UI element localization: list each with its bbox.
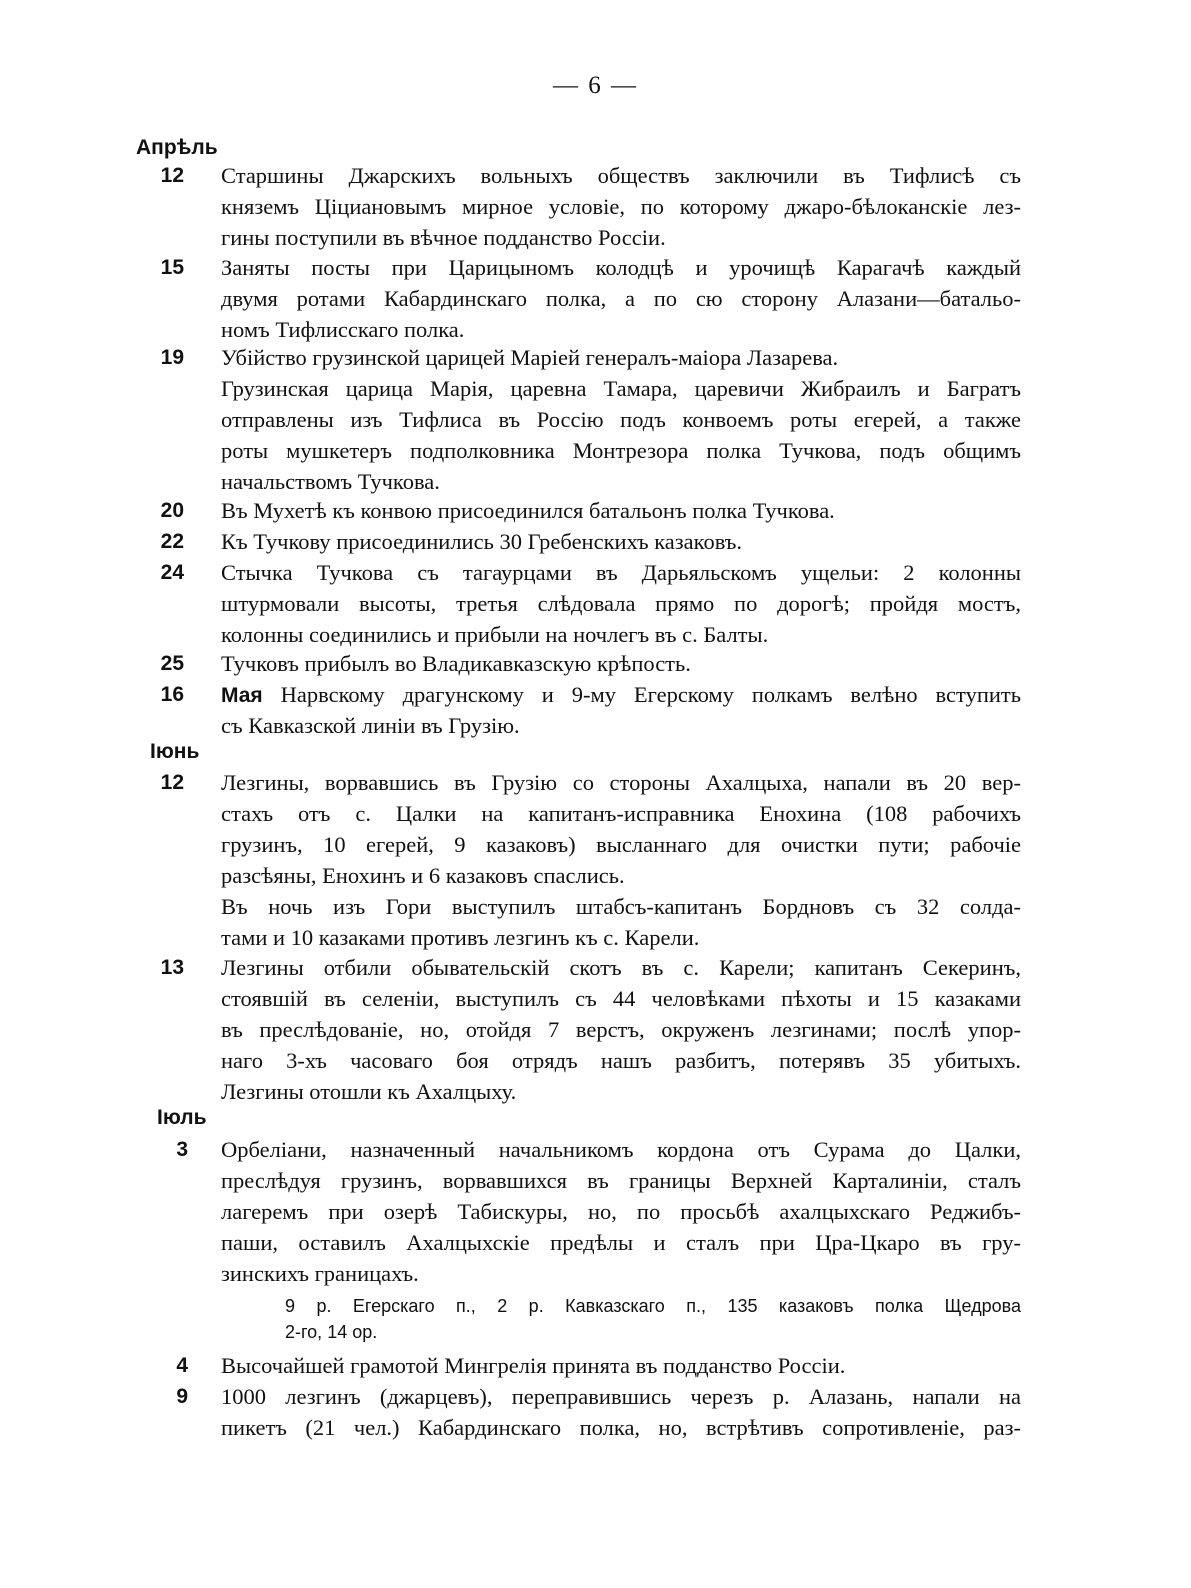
day-july-4: 4 — [176, 1354, 188, 1377]
entry-april-12-line-3: гины поступили въ вѣчное подданство Россiи. — [221, 225, 666, 250]
entry-july-9-line-2: пикетъ (21 чел.) Кабардинскаго полка, но, встрѣтивъ сопротивленiе, раз- — [221, 1415, 1021, 1440]
entry-may-16-line-2: съ Кавказской линiи въ Грузiю. — [221, 713, 520, 738]
entry-april-24-line-2: штурмовали высоты, третья слѣдовала прямо по дорогѣ; пройдя мостъ, — [221, 591, 1021, 616]
entry-july-3-line-4: паши, оставилъ Ахалцыхскiе предѣлы и сталъ при Цра-Цкаро въ гру- — [221, 1230, 1021, 1255]
entry-july-3-line-3: лагеремъ при озерѣ Табискуры, но, по просьбѣ ахалцыхскаго Реджибъ- — [221, 1199, 1021, 1224]
entry-june-12-line-5: Въ ночь изъ Гори выступилъ штабсъ-капитанъ Бордновъ съ 32 солда- — [221, 894, 1021, 919]
entry-april-24-line-3: колонны соединились и прибыли на ночлегъ въ с. Балты. — [221, 622, 769, 647]
entry-april-25-line-1: Тучковъ прибылъ во Владикавказскую крѣпость. — [221, 651, 691, 676]
entry-april-20-line-1: Въ Мухетѣ къ конвою присоединился батальонъ полка Тучкова. — [221, 498, 835, 523]
day-april-15: 15 — [160, 256, 184, 279]
entry-july-3-line-5: зинскихъ границахъ. — [221, 1261, 419, 1286]
day-april-25: 25 — [160, 652, 184, 675]
entry-april-19-line-5: начальствомъ Тучкова. — [221, 469, 440, 494]
month-heading-june: Iюнь — [150, 740, 200, 763]
day-june-12: 12 — [160, 771, 184, 794]
inline-month-may: Мая — [221, 684, 263, 707]
entry-june-12-line-6: тами и 10 казаками противъ лезгинъ къ с. Карели. — [221, 925, 700, 950]
entry-june-12-line-4: разсѣяны, Енохинъ и 6 казаковъ спаслись. — [221, 863, 625, 888]
entry-june-12-line-1: Лезгины, ворвавшись въ Грузiю со стороны Ахалцыха, напали въ 20 вер- — [221, 770, 1021, 795]
entry-april-19-line-3: отправлены изъ Тифлиса въ Россiю подъ конвоемъ роты егерей, а также — [221, 407, 1021, 432]
entry-april-12-line-2: княземъ Цiциановымъ мирное условiе, по которому джаро-бѣлоканскiе лез- — [221, 194, 1021, 219]
day-april-12: 12 — [160, 164, 184, 187]
day-july-9: 9 — [176, 1385, 188, 1408]
day-june-13: 13 — [160, 956, 184, 979]
day-april-20: 20 — [160, 499, 184, 522]
entry-may-16-text: Нарвскому драгунскому и 9-му Егерскому полкамъ велѣно вступить — [262, 682, 1021, 707]
entry-april-22-line-1: Къ Тучкову присоединились 30 Гребенскихъ казаковъ. — [221, 529, 743, 554]
month-heading-july: Iюль — [157, 1106, 207, 1129]
day-april-22: 22 — [160, 530, 184, 553]
entry-july-3-line-1: Орбелiани, назначенный начальникомъ кордона отъ Сурама до Цалки, — [221, 1137, 1021, 1162]
entry-june-13-line-3: въ преслѣдованiе, но, отойдя 7 верстъ, окруженъ лезгинами; послѣ упор- — [221, 1017, 1021, 1042]
entry-may-16-line-1 — [221, 682, 1021, 708]
entry-june-13-line-2: стоявшiй въ селенiи, выступилъ съ 44 человѣками пѣхоты и 15 казаками — [221, 986, 1021, 1011]
entry-july-3-note-line-1: 9 р. Егерскаго п., 2 р. Кавказскаго п., 135 казаковъ полка Щедрова — [285, 1296, 1021, 1316]
entry-june-13-line-1: Лезгины отбили обывательскiй скотъ въ с. Карели; капитанъ Секеринъ, — [221, 955, 1021, 980]
month-heading-april: Апрѣль — [136, 136, 218, 159]
entry-april-24-line-1: Стычка Тучкова съ тагаурцами въ Дарьяльскомъ ущельи: 2 колонны — [221, 560, 1021, 585]
entry-june-12-line-3: грузинъ, 10 егерей, 9 казаковъ) высланнаго для очистки пути; рабочiе — [221, 832, 1021, 857]
entry-june-13-line-5: Лезгины отошли къ Ахалцыху. — [221, 1079, 517, 1104]
entry-july-4-line-1: Высочайшей грамотой Мингрелiя принята въ подданство Россiи. — [221, 1353, 846, 1378]
day-july-3: 3 — [176, 1138, 188, 1161]
entry-april-15-line-3: номъ Тифлисскаго полка. — [221, 317, 465, 342]
entry-april-19-line-1: Убiйство грузинской царицей Марiей генералъ-маiора Лазарева. — [221, 345, 839, 370]
entry-april-15-line-1: Заняты посты при Царицыномъ колодцѣ и урочищѣ Карагачѣ каждый — [221, 255, 1021, 280]
entry-june-12-line-2: стахъ отъ с. Цалки на капитанъ-исправника Енохина (108 рабочихъ — [221, 801, 1021, 826]
page-number: — 6 — — [553, 72, 638, 99]
entry-july-9-line-1: 1000 лезгинъ (джарцевъ), переправившись черезъ р. Алазань, напали на — [221, 1384, 1021, 1409]
day-may-16: 16 — [160, 683, 184, 706]
entry-july-3-line-2: преслѣдуя грузинъ, ворвавшихся въ границы Верхней Карталинiи, сталъ — [221, 1168, 1021, 1193]
entry-april-19-line-2: Грузинская царица Марiя, царевна Тамара, царевичи Жибраилъ и Багратъ — [221, 376, 1021, 401]
entry-april-12-line-1: Старшины Джарскихъ вольныхъ обществъ заключили въ Тифлисѣ съ — [221, 163, 1021, 188]
day-april-24: 24 — [160, 561, 184, 584]
entry-april-19-line-4: роты мушкетеръ подполковника Монтрезора полка Тучкова, подъ общимъ — [221, 438, 1021, 463]
day-april-19: 19 — [160, 346, 184, 369]
entry-july-3-note-line-2: 2-го, 14 ор. — [285, 1322, 378, 1342]
entry-april-15-line-2: двумя ротами Кабардинскаго полка, а по сю сторону Алазани—батальо- — [221, 286, 1021, 311]
entry-june-13-line-4: наго 3-хъ часоваго боя отрядъ нашъ разбитъ, потерявъ 35 убитыхъ. — [221, 1048, 1021, 1073]
